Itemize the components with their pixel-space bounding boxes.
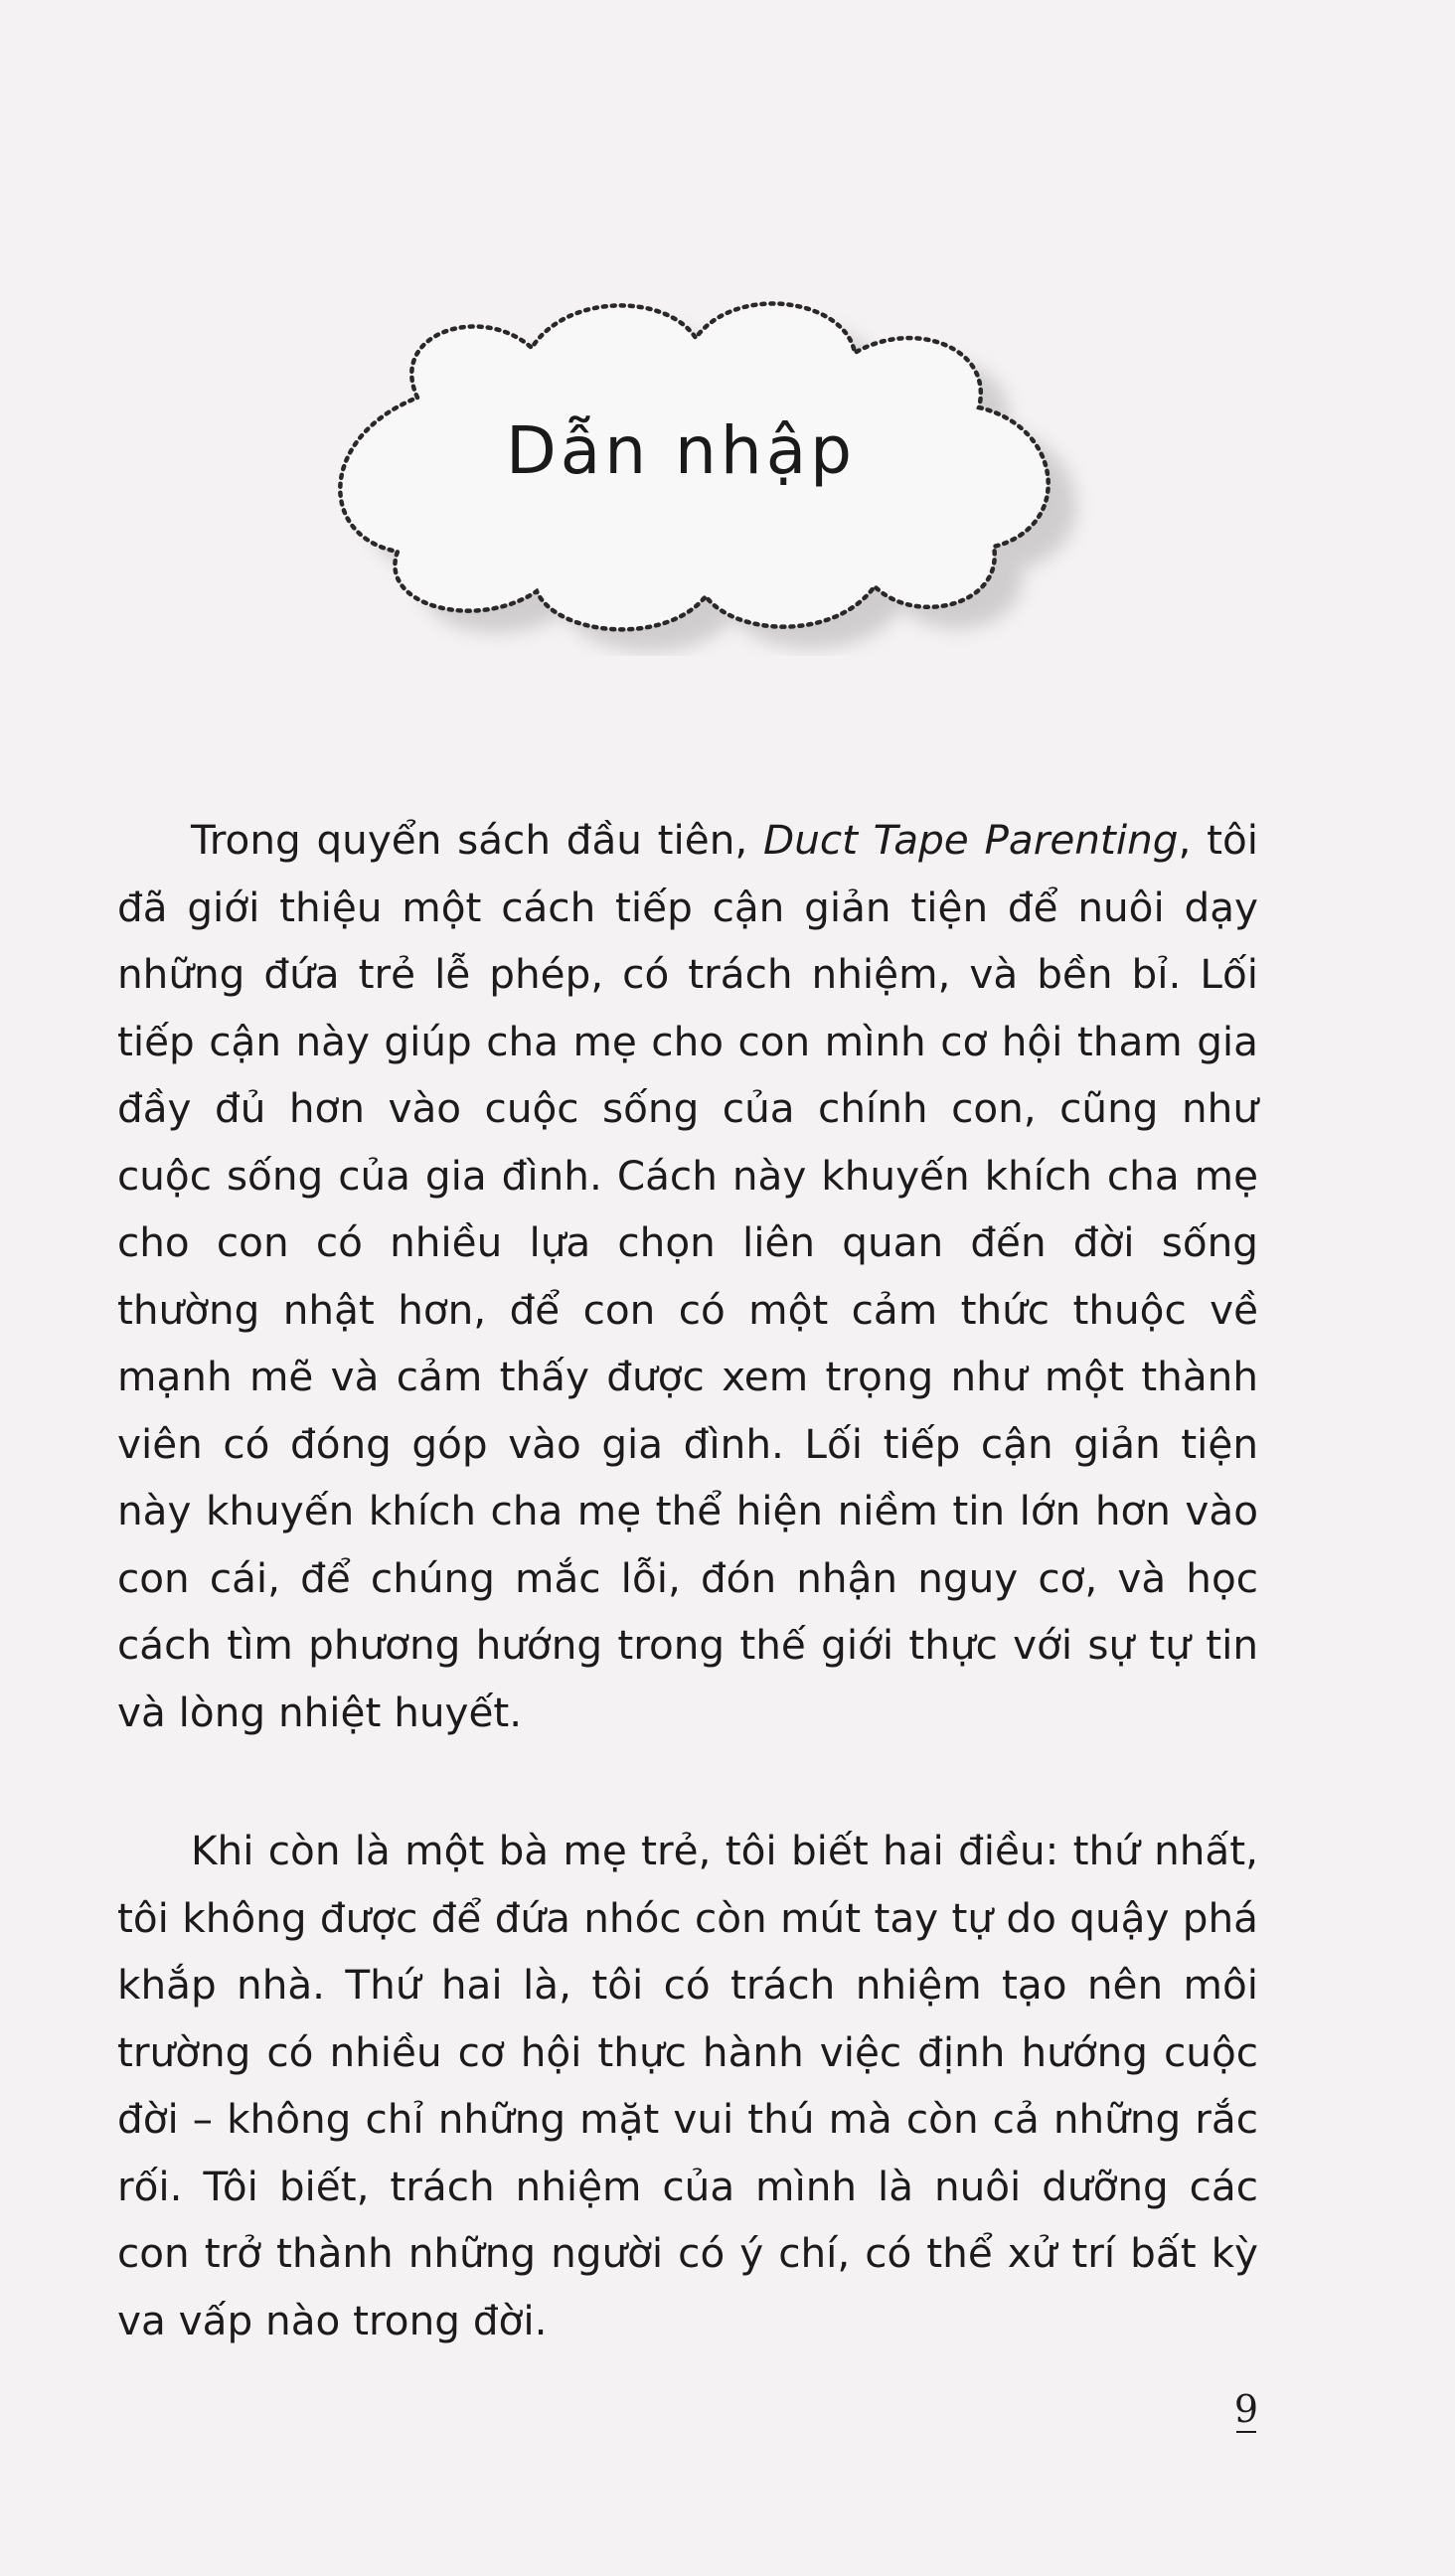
chapter-body <box>117 807 1258 2354</box>
paragraph-2: Khi còn là một bà mẹ trẻ, tôi biết hai điều: thứ nhất, tôi không được để đứa nhóc còn mút tay tự do quậy phá khắp nhà. Thứ hai là, tôi có trách nhiệm tạo nên môi trường có nhiều cơ hội thực hành việc định hướng cuộc đời – không chỉ những mặt vui thú mà còn cả những rắc rối. Tôi biết, trách nhiệm của mình là nuôi dưỡng các con trở thành những người có ý chí, có thể xử trí bất kỳ va vấp nào trong đời. <box>117 1827 1258 2344</box>
paragraph-1 <box>117 807 1258 1746</box>
paragraph-1-rest: , tôi đã giới thiệu một cách tiếp cận giản tiện để nuôi dạy những đứa trẻ lễ phép, có trách nhiệm, và bền bỉ. Lối tiếp cận này giúp cha mẹ cho con mình cơ hội tham gia đầy đủ hơn vào cuộc sống của chính con, cũng như cuộc sống của gia đình. Cách này khuyến khích cha mẹ cho con có nhiều lựa chọn liên quan đến đời sống thường nhật hơn, để con có một cảm thức thuộc về mạnh mẽ và cảm thấy được xem trọng như một thành viên có đóng góp vào gia đình. Lối tiếp cận giản tiện này khuyến khích cha mẹ thể hiện niềm tin lớn hơn vào con cái, để chúng mắc lỗi, đón nhận nguy cơ, và học cách tìm phương hướng trong thế giới thực với sự tự tin và lòng nhiệt huyết. <box>117 816 1258 1736</box>
paragraph-1-lead: Trong quyển sách đầu tiên, <box>191 816 764 864</box>
book-title-italic: Duct Tape Parenting <box>763 816 1179 864</box>
page-number: 9 <box>1226 2387 1266 2431</box>
chapter-heading-cloud <box>268 278 1093 656</box>
chapter-title: Dẫn nhập <box>505 412 857 489</box>
